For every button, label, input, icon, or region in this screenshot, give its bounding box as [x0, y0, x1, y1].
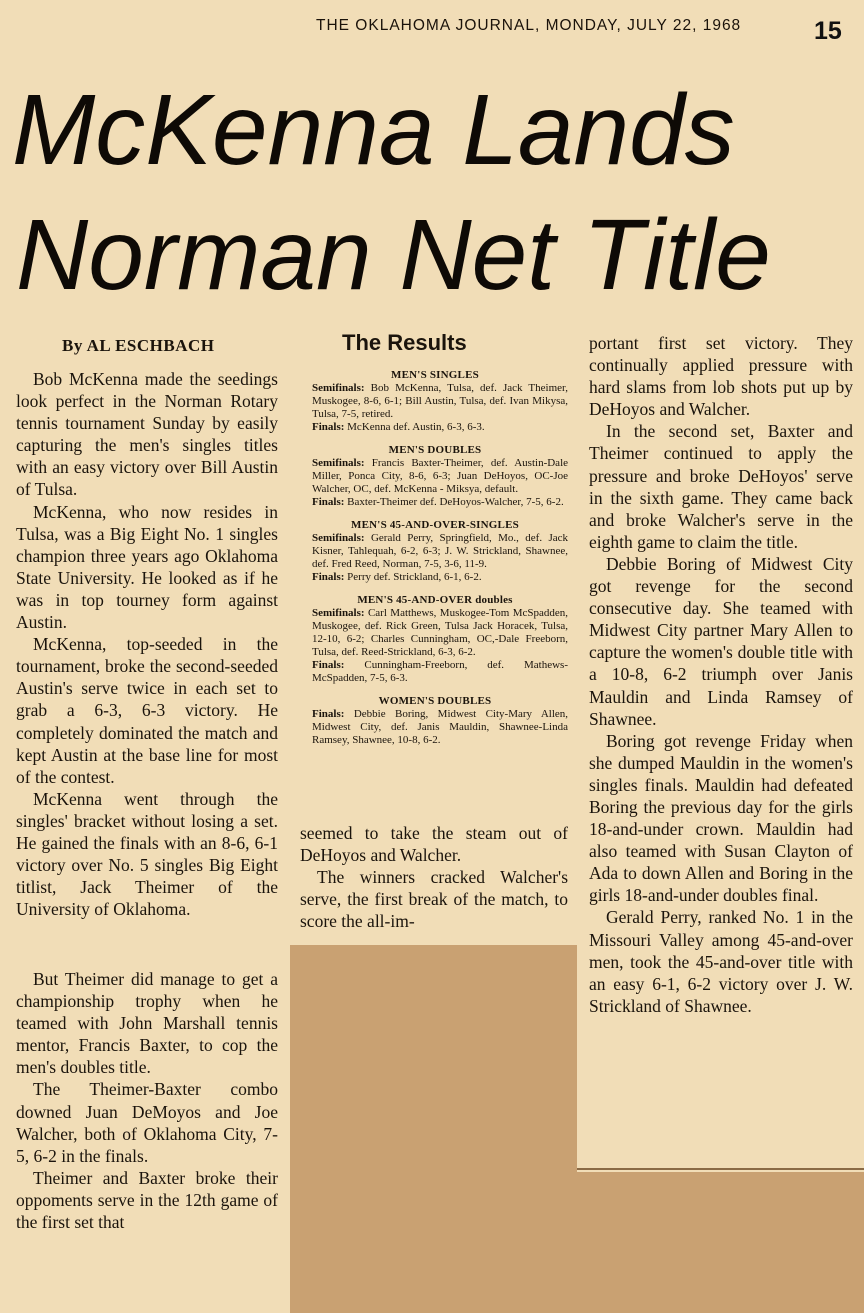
- results-heading: MEN'S DOUBLES: [388, 444, 482, 456]
- result-label: Semifinals:: [312, 532, 365, 544]
- paragraph: Boring got revenge Friday when she dumped Mauldin in the women's singles finals. Mauldin had defeated Boring the previous day for the girls 18-and-under crown. Mauldin had also teamed with Susan Clayton of Ada to down Allen and Boring in the girls 18-and-under doubles final.: [589, 730, 853, 906]
- results-section: [302, 519, 568, 584]
- paragraph: McKenna went through the singles' bracket without losing a set. He gained the finals with an 8-6, 6-1 victory over No. 5 singles Big Eight titlist, Jack Theimer of the University of Oklahoma.: [16, 788, 278, 920]
- result-text: Cunningham-Freeborn, def. Mathews-McSpadden, 7-5, 6-3.: [312, 659, 568, 684]
- article-column-left: [16, 368, 278, 920]
- paragraph: Gerald Perry, ranked No. 1 in the Missouri Valley among 45-and-over men, took the 45-and-over title with an easy 6-1, 6-2 victory over J. W. Strickland of Shawnee.: [589, 907, 853, 1016]
- results-section: [302, 369, 568, 434]
- results-heading: WOMEN'S DOUBLES: [378, 695, 492, 707]
- result-line: [312, 532, 568, 571]
- byline: By AL ESCHBACH: [62, 336, 215, 355]
- results-section: [302, 594, 568, 685]
- results-section: [302, 444, 568, 509]
- result-line: [312, 571, 568, 584]
- article-column-right: [589, 332, 853, 1017]
- article-column-middle: [300, 822, 568, 932]
- paragraph: In the second set, Baxter and Theimer continued to apply the pressure and broke DeHoyos' serve in the sixth game. They came back and broke Walcher's serve in the eighth game to claim the title.: [589, 421, 853, 552]
- result-label: Finals:: [312, 496, 345, 508]
- paragraph: But Theimer did manage to get a championship trophy when he teamed with John Marshall tennis mentor, Francis Baxter, to cop the men's doubles title.: [16, 969, 278, 1078]
- result-label: Semifinals:: [312, 382, 365, 394]
- result-line: [312, 457, 568, 496]
- result-line: [312, 496, 568, 509]
- paragraph: seemed to take the steam out of DeHoyos and Walcher.: [300, 823, 568, 866]
- result-label: Finals:: [312, 708, 345, 720]
- paragraph: McKenna, who now resides in Tulsa, was a Big Eight No. 1 singles champion three years ago Oklahoma State University. He looked as if he was in top tourney form against Austin.: [16, 501, 278, 633]
- result-label: Semifinals:: [312, 607, 365, 619]
- paragraph: Debbie Boring of Midwest City got revenge for the second consecutive day. She teamed with Midwest City partner Mary Allen to capture the women's double title with a 10-8, 6-2 triumph over Janis Mauldin and Linda Ramsey of Shawnee.: [589, 553, 853, 729]
- result-line: [312, 708, 568, 747]
- paragraph: portant first set victory. They continually applied pressure with hard slams from lob shots put up by DeHoyos and Walcher.: [589, 333, 853, 420]
- clipping-edge: [577, 1168, 864, 1170]
- result-line: [312, 607, 568, 659]
- paragraph: Theimer and Baxter broke their oppoments serve in the 12th game of the first set that: [16, 1167, 278, 1233]
- result-text: Perry def. Strickland, 6-1, 6-2.: [347, 571, 482, 583]
- results-section: [302, 695, 568, 747]
- headline-line-1: McKenna Lands: [12, 74, 735, 186]
- result-text: Baxter-Theimer def. DeHoyos-Walcher, 7-5, 6-2.: [347, 496, 564, 508]
- paragraph: The winners cracked Walcher's serve, the first break of the match, to score the all-im-: [300, 867, 568, 932]
- paragraph: The Theimer-Baxter combo downed Juan DeMoyos and Joe Walcher, both of Oklahoma City, 7-5, 6-2 in the finals.: [16, 1079, 278, 1166]
- result-text: McKenna def. Austin, 6-3, 6-3.: [347, 421, 485, 433]
- paragraph: McKenna, top-seeded in the tournament, broke the second-seeded Austin's serve twice in each set to grab a 6-3, 6-3 victory. He completely dominated the match and kept Austin at the base line for most of the contest.: [16, 634, 278, 787]
- result-text: Debbie Boring, Midwest City-Mary Allen, Midwest City, def. Janis Mauldin, Shawnee-Linda Ramsey, Shawnee, 10-8, 6-2.: [312, 708, 569, 746]
- result-line: [312, 659, 568, 685]
- result-label: Finals:: [312, 421, 345, 433]
- result-label: Finals:: [312, 659, 345, 671]
- results-heading: MEN'S 45-AND-OVER doubles: [357, 594, 513, 606]
- result-text: Bob McKenna, Tulsa, def. Jack Theimer, Muskogee, 8-6, 6-1; Bill Austin, Tulsa, def. Ivan Mikysa, Tulsa, 7-5, retired.: [312, 382, 568, 420]
- result-line: [312, 421, 568, 434]
- result-text: Gerald Perry, Springfield, Mo., def. Jack Kisner, Tahlequah, 6-2, 6-3; J. W. Strickland, Shawnee, def. Fred Reed, Norman, 7-5, 3-6, 11-9.: [312, 532, 569, 570]
- result-label: Finals:: [312, 571, 345, 583]
- result-line: [312, 382, 568, 421]
- headline-line-2: Norman Net Title: [16, 199, 771, 311]
- paragraph: Bob McKenna made the seedings look perfect in the Norman Rotary tennis tournament Sunday by easily capturing the men's singles titles with an easy victory over Bill Austin of Tulsa.: [16, 369, 278, 500]
- results-box: [302, 364, 568, 757]
- results-heading: MEN'S SINGLES: [391, 369, 479, 381]
- article-column-left-continued: [16, 968, 278, 1233]
- result-label: Semifinals:: [312, 457, 365, 469]
- result-text: Francis Baxter-Theimer, def. Austin-Dale Miller, Ponca City, 8-6, 6-3; Juan DeHoyos, OC-Joe Walcher, OC, def. McKenna - Miksya, default.: [312, 457, 569, 495]
- results-heading: MEN'S 45-AND-OVER-SINGLES: [351, 519, 519, 531]
- newspaper-masthead: THE OKLAHOMA JOURNAL, MONDAY, JULY 22, 1968: [316, 17, 742, 34]
- page-number: 15: [814, 17, 842, 45]
- results-title: The Results: [342, 330, 467, 355]
- result-text: Carl Matthews, Muskogee-Tom McSpadden, Muskogee, def. Rick Green, Tulsa Jack Horacek, Tulsa, 12-10, 6-2; Charles Cunningham, OC,-Dale Freeborn, Tulsa, def. Reed-Strickland, 6-3, 6-2.: [312, 607, 568, 658]
